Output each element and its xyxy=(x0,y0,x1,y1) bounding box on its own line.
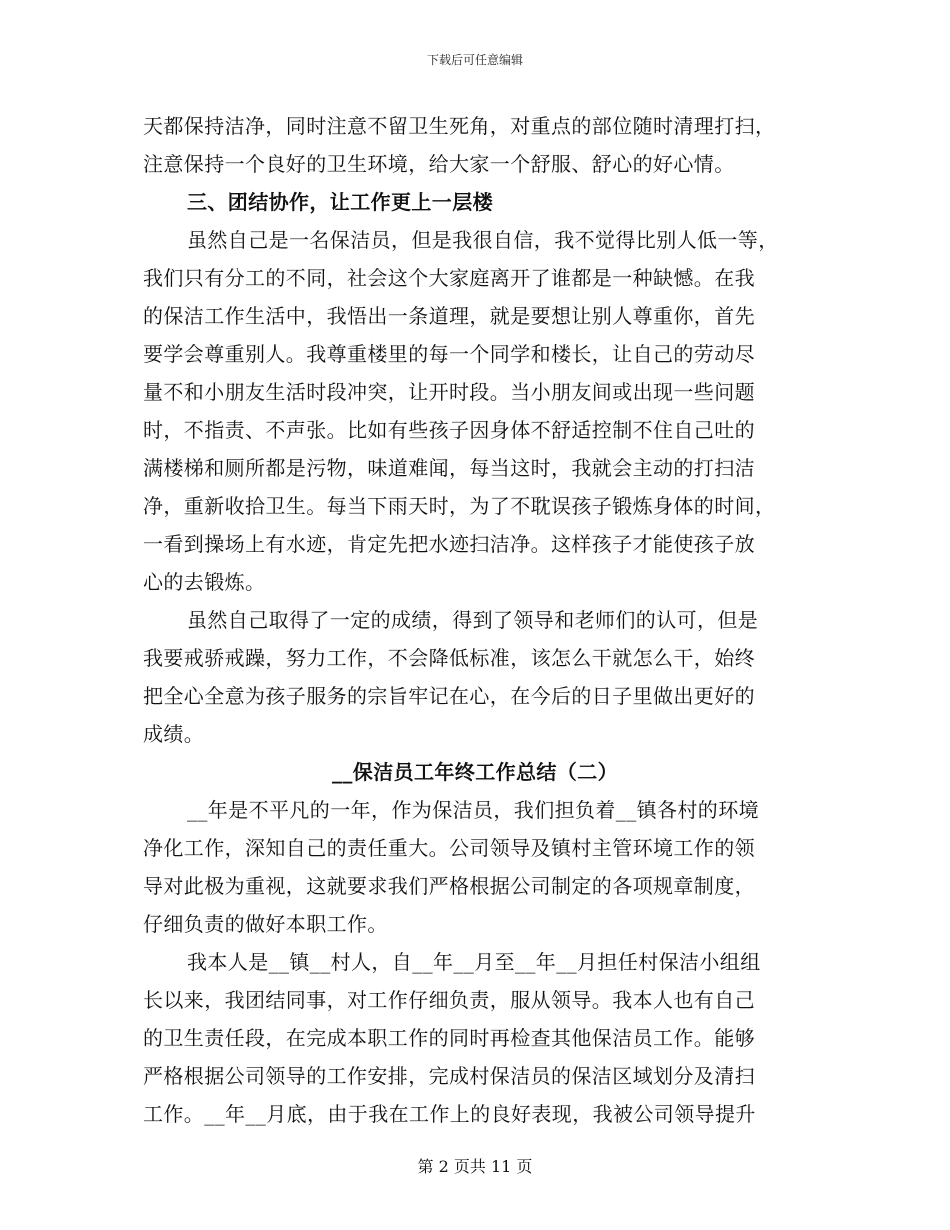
body-line: 虽然自己是一名保洁员，但是我很自信，我不觉得比别人低一等， xyxy=(187,228,779,252)
body-line: 时，不指责、不声张。比如有些孩子因身体不舒适控制不住自己吐的 xyxy=(143,418,755,442)
body-line: 净，重新收拾卫生。每当下雨天时，为了不耽误孩子锻炼身体的时间， xyxy=(143,494,776,518)
body-line: 成绩。 xyxy=(143,722,205,746)
section-heading: 三、团结协作，让工作更上一层楼 xyxy=(187,190,493,214)
page-number: 第 2 页共 11 页 xyxy=(417,1157,533,1176)
body-line: 仔细负责的做好本职工作。 xyxy=(143,912,388,936)
body-line: 我本人是__镇__村人，自__年__月至__年__月担任村保洁小组组 xyxy=(187,950,761,974)
body-line: 虽然自己取得了一定的成绩，得到了领导和老师们的认可，但是 xyxy=(187,608,759,632)
section-title: __保洁员工年终工作总结（二） xyxy=(332,760,618,784)
body-line: 的卫生责任段，在完成本职工作的同时再检查其他保洁员工作。能够 xyxy=(143,1026,755,1050)
body-line: 长以来，我团结同事，对工作仔细负责，服从领导。我本人也有自己 xyxy=(143,988,755,1012)
body-line: 严格根据公司领导的工作安排，完成村保洁员的保洁区域划分及清扫 xyxy=(143,1064,755,1088)
body-line: 导对此极为重视，这就要求我们严格根据公司制定的各项规章制度， xyxy=(143,874,755,898)
body-line: 净化工作，深知自己的责任重大。公司领导及镇村主管环境工作的领 xyxy=(143,836,755,860)
body-line: 一看到操场上有水迹，肯定先把水迹扫洁净。这样孩子才能使孩子放 xyxy=(143,532,755,556)
header-note: 下载后可任意编辑 xyxy=(426,53,523,67)
body-line: __年是不平凡的一年，作为保洁员，我们担负着__镇各村的环境 xyxy=(187,798,759,822)
body-line: 的保洁工作生活中，我悟出一条道理，就是要想让别人尊重你，首先 xyxy=(143,304,755,328)
body-line: 量不和小朋友生活时段冲突，让开时段。当小朋友间或出现一些问题 xyxy=(143,380,755,404)
body-line: 满楼梯和厕所都是污物，味道难闻，每当这时，我就会主动的打扫洁 xyxy=(143,456,755,480)
body-line: 心的去锻炼。 xyxy=(143,570,266,594)
body-line: 把全心全意为孩子服务的宗旨牢记在心，在今后的日子里做出更好的 xyxy=(143,684,755,708)
body-line: 天都保持洁净，同时注意不留卫生死角，对重点的部位随时清理打扫， xyxy=(143,114,776,138)
body-line: 我们只有分工的不同，社会这个大家庭离开了谁都是一种缺憾。在我 xyxy=(143,266,755,290)
body-line: 要学会尊重别人。我尊重楼里的每一个同学和楼长，让自己的劳动尽 xyxy=(143,342,755,366)
body-line: 注意保持一个良好的卫生环境，给大家一个舒服、舒心的好心情。 xyxy=(143,152,735,176)
body-line: 我要戒骄戒躁，努力工作，不会降低标准，该怎么干就怎么干，始终 xyxy=(143,646,755,670)
body-line: 工作。__年__月底，由于我在工作上的良好表现，我被公司领导提升 xyxy=(143,1102,756,1126)
